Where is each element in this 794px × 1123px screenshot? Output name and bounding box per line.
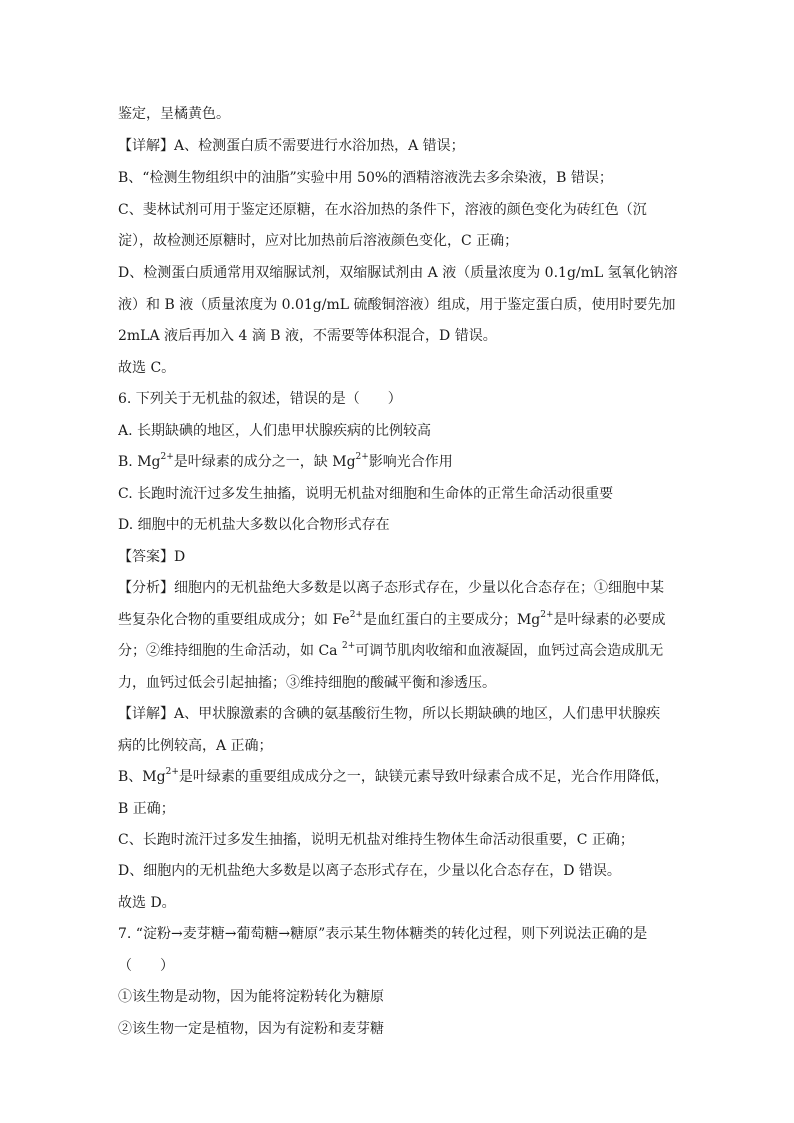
text-line: 液）和 B 液（质量浓度为 0.01g/mL 硫酸铜溶液）组成，用于鉴定蛋白质，使用时要先加 [118,297,676,313]
explanation-line: B 正确； [118,801,175,817]
text-run: 是血红蛋白的主要成分；Mg [362,612,541,628]
explanation-line: C、长跑时流汗过多发生抽搐，说明无机盐对维持生物体生命活动很重要，C 正确； [118,832,634,848]
text-run: B、Mg [118,769,166,785]
text-line: 淀），故检测还原糖时，应对比加热前后溶液颜色变化，C 正确； [118,233,519,249]
superscript: 2+ [341,641,356,652]
superscript: 2+ [349,610,363,621]
text-line: D、检测蛋白质通常用双缩脲试剂，双缩脲试剂由 A 液（质量浓度为 0.1g/mL 氢氧化钠溶 [118,265,678,281]
text-line: B、“检测生物组织中的油脂”实验中用 50%的酒精溶液洗去多余染液，B 错误； [118,170,613,186]
text-run: 是叶绿素的重要组成成分之一，缺镁元素导致叶绿素合成不足，光合作用降低， [178,769,669,785]
analysis-line: 力，血钙过低会引起抽搐；③维持细胞的酸碱平衡和渗透压。 [118,675,496,691]
option-c: C. 长跑时流汗过多发生抽搐，说明无机盐对细胞和生命体的正常生命活动很重要 [118,486,614,502]
explanation-line: D、细胞内的无机盐绝大多数是以离子态形式存在，少量以化合态存在，D 错误。 [118,863,621,879]
option-a: A. 长期缺碘的地区，人们患甲状腺疾病的比例较高 [118,423,432,439]
text-run: 是叶绿素的成分之一，缺 Mg [173,454,356,470]
text-line: 【详解】A、检测蛋白质不需要进行水浴加热，A 错误； [118,138,465,154]
analysis-line [118,610,678,630]
conclusion-line: 故选 D。 [118,895,176,911]
explanation-line: 病的比例较高，A 正确； [118,738,273,754]
statement-2: ②该生物一定是植物，因为有淀粉和麦芽糖 [118,1021,384,1037]
question-7-stem: 7. “淀粉→麦芽糖→葡萄糖→糖原”表示某生物体糖类的转化过程，则下列说法正确的是 [118,926,648,942]
explanation-line [118,767,678,787]
question-7-blank: （ ） [118,958,174,974]
analysis-line [118,641,678,661]
option-d: D. 细胞中的无机盐大多数以化合物形式存在 [118,517,390,533]
superscript: 2+ [165,767,179,778]
explanation-line: 【详解】A、甲状腺激素的含碘的氨基酸衍生物，所以长期缺碘的地区，人们患甲状腺疾 [118,706,661,722]
superscript: 2+ [355,452,369,463]
text-line: 故选 C。 [118,360,176,376]
text-run: 些复杂化合物的重要组成成分；如 Fe [118,612,350,628]
text-line: 2mLA 液后再加入 4 滴 B 液，不需要等体积混合，D 错误。 [118,328,497,344]
text-run: 影响光合作用 [368,454,453,470]
text-line: 鉴定，呈橘黄色。 [118,106,230,122]
text-run: B. Mg [118,454,161,470]
option-b [118,452,678,472]
answer-line: 【答案】D [118,549,186,565]
statement-1: ①该生物是动物，因为能将淀粉转化为糖原 [118,989,384,1005]
superscript: 2+ [540,610,554,621]
text-run: 是叶绿素的必要成 [553,612,666,628]
superscript: 2+ [160,452,174,463]
text-line: C、斐林试剂可用于鉴定还原糖，在水浴加热的条件下，溶液的颜色变化为砖红色（沉 [118,202,647,218]
analysis-line: 【分析】细胞内的无机盐绝大多数是以离子态形式存在，少量以化合态存在；①细胞中某 [118,580,664,596]
question-6-stem: 6. 下列关于无机盐的叙述，错误的是（ ） [118,391,402,407]
text-run: 分；②维持细胞的生命活动，如 Ca [118,643,342,659]
text-run: 可调节肌肉收缩和血液凝固，血钙过高会造成肌无 [355,643,664,659]
